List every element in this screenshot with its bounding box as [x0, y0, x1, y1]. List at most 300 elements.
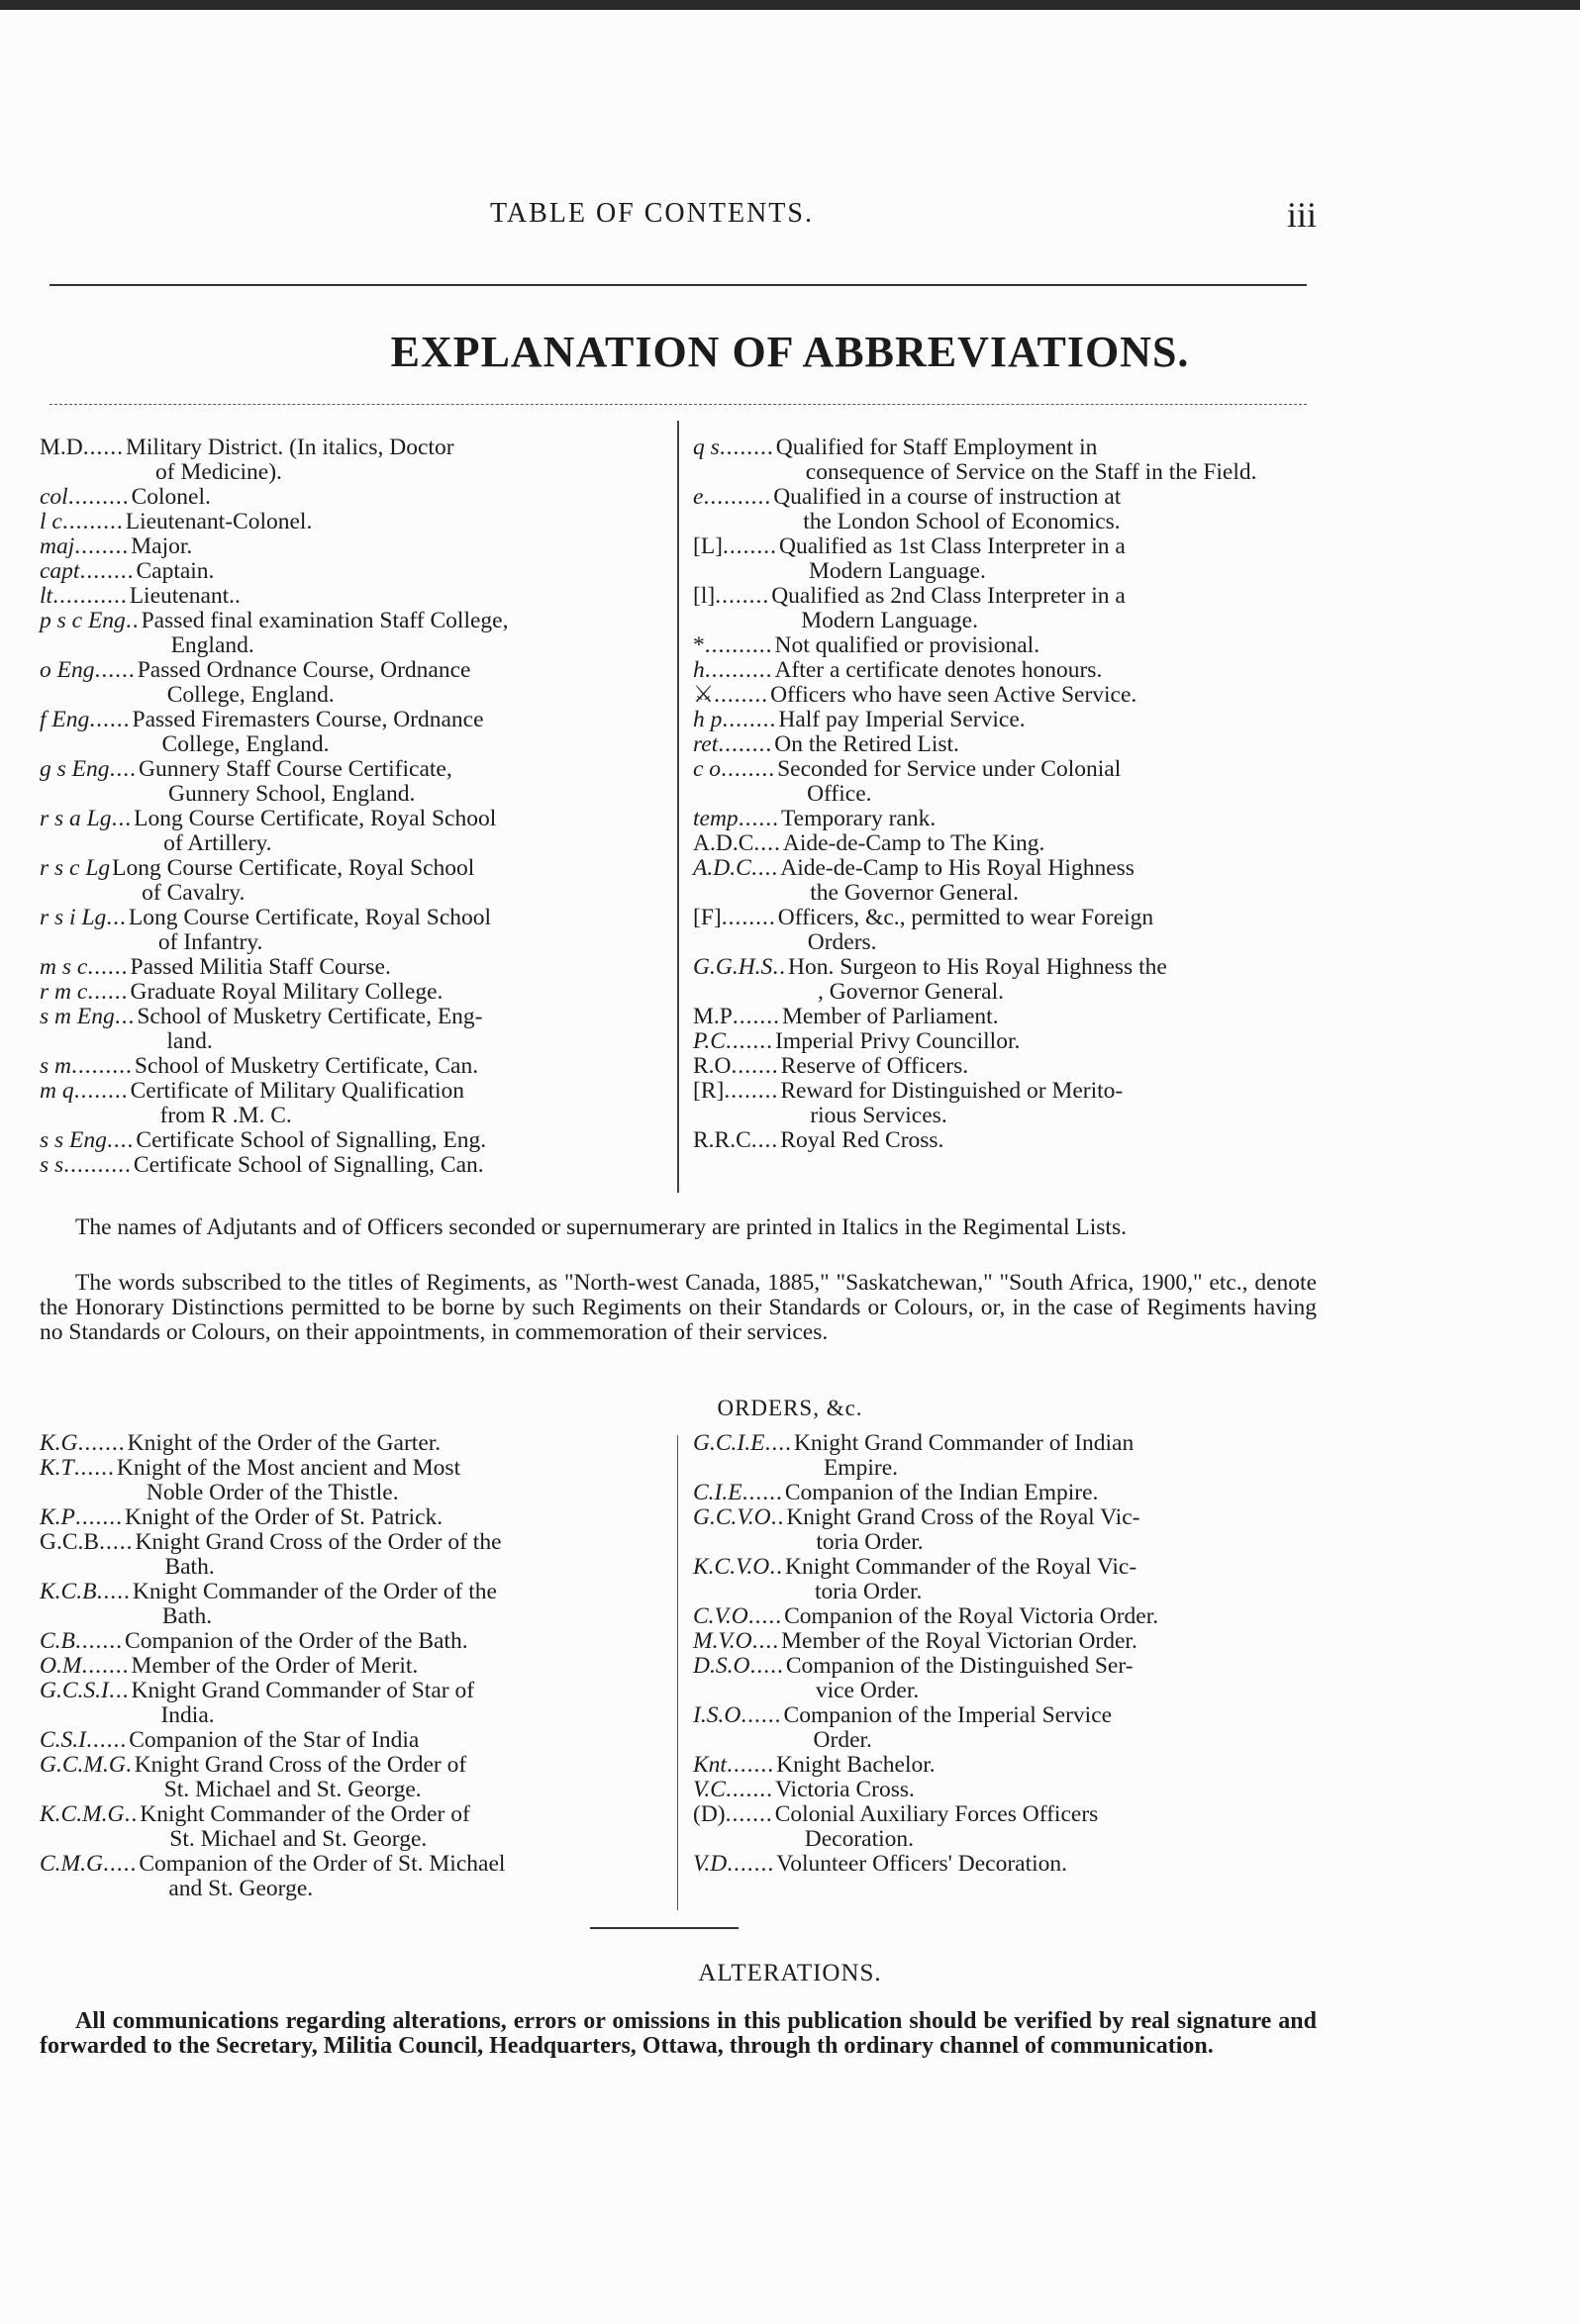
orders-right-column	[693, 1431, 1317, 1877]
definition	[779, 1054, 1317, 1079]
list-item	[40, 856, 663, 906]
definition-text: Gunnery Staff Course Certificate,	[139, 756, 452, 782]
list-item	[693, 1079, 1317, 1128]
list-item	[40, 1654, 663, 1679]
abbreviation: C.S.I	[40, 1727, 86, 1753]
definition	[776, 906, 1317, 955]
abbreviation: K.C.V.O	[693, 1554, 770, 1580]
definition-text: Qualified for Staff Employment in	[775, 435, 1098, 460]
leader-dots: ......	[87, 979, 129, 1005]
abbreviation: Knt	[693, 1752, 727, 1778]
definition-continuation: the Governor General.	[810, 880, 1020, 906]
leader-dots: ....	[106, 1127, 135, 1153]
definition-text: Knight Commander of the Order of the	[132, 1579, 497, 1604]
abbreviation: [l]	[693, 583, 716, 609]
top-border-line	[0, 0, 1580, 10]
leader-dots: .	[125, 1752, 133, 1778]
definition-text: Captain.	[136, 558, 215, 584]
definition	[784, 1654, 1317, 1703]
definition-text: Hon. Surgeon to His Royal Highness the	[788, 954, 1167, 980]
abbreviation: h	[693, 657, 705, 683]
abbreviations-left-column	[40, 436, 663, 1178]
abbreviation: C.V.O	[693, 1603, 748, 1629]
leader-dots: ........	[715, 583, 770, 609]
leader-dots: .......	[725, 1777, 773, 1802]
leader-dots: ......	[741, 1480, 783, 1505]
leader-dots: ....	[750, 1127, 779, 1153]
definition	[775, 757, 1317, 807]
list-item	[40, 534, 663, 559]
definition	[772, 732, 1317, 757]
definition	[792, 1431, 1317, 1481]
leader-dots: ..	[772, 954, 787, 980]
list-item	[40, 1153, 663, 1178]
leader-dots: .......	[74, 1628, 124, 1654]
list-item	[693, 906, 1317, 955]
definition	[131, 1580, 663, 1629]
definition-text: Officers who have seen Active Service.	[770, 682, 1137, 708]
abbreviation: f Eng	[40, 707, 90, 732]
definition-text: Lieutenant..	[129, 583, 241, 609]
list-item	[40, 757, 663, 807]
definition	[779, 1629, 1317, 1654]
definition-text: Seconded for Service under Colonial	[777, 756, 1122, 782]
list-item	[693, 1054, 1317, 1079]
abbreviation: C.I.E	[693, 1480, 742, 1505]
definition-text: Companion of the Order of St. Michael	[139, 1851, 506, 1877]
leader-dots: ....	[753, 830, 781, 856]
abbreviation: lt	[40, 583, 53, 609]
abbreviation: h p	[693, 707, 723, 732]
definition-continuation: India.	[160, 1702, 215, 1728]
abbreviation: G.C.M.G	[40, 1752, 126, 1778]
definition	[779, 807, 1317, 831]
definition	[130, 485, 663, 510]
list-item	[693, 534, 1317, 584]
leader-dots: .....	[747, 1603, 783, 1629]
definition-continuation: of Artillery.	[163, 830, 272, 856]
definition	[130, 1654, 663, 1679]
definition	[129, 534, 663, 559]
list-item	[40, 1128, 663, 1153]
leader-dots: ......	[89, 707, 131, 732]
definition	[783, 1481, 1317, 1505]
list-item	[40, 955, 663, 980]
definition-text: Knight Commander of the Royal Vic-	[785, 1554, 1137, 1580]
abbreviation: I.S.O	[693, 1702, 741, 1728]
leader-dots: ...	[111, 806, 133, 831]
definition	[129, 980, 663, 1005]
abbreviation: D.S.O	[693, 1653, 750, 1679]
list-item	[40, 708, 663, 757]
definition-text: School of Musketry Certificate, Eng-	[137, 1004, 483, 1029]
running-header: TABLE OF CONTENTS.	[490, 198, 814, 229]
abbreviation: maj	[40, 533, 75, 559]
leader-dots: ........	[714, 682, 769, 708]
abbreviation: C.M.G	[40, 1851, 103, 1877]
leader-dots: ...	[114, 1004, 136, 1029]
definition	[784, 1505, 1317, 1555]
abbreviation: G.G.H.S	[693, 954, 773, 980]
list-item	[40, 1456, 663, 1505]
orders-heading: ORDERS, &c.	[717, 1396, 863, 1420]
leader-dots: ...	[106, 905, 127, 930]
definition	[773, 1802, 1317, 1852]
page-number: iii	[1287, 195, 1318, 235]
definition	[782, 1703, 1317, 1753]
distinctions-paragraph: The words subscribed to the titles of Regiments, as "North-west Canada, 1885," "Saskatchewan," "South Africa, 1900," etc., denote the Honorary Distinctions permitted to be borne by such Regiments on their Standards or Colours, or, in the case of Regiments having no Standards or Colours, on their appointments, in commemoration of their services.	[40, 1270, 1317, 1345]
definition-text: School of Musketry Certificate, Can.	[134, 1053, 479, 1079]
definition-text: Knight Grand Commander of Indian	[793, 1430, 1135, 1456]
leader-dots: .....	[749, 1653, 784, 1679]
list-item	[40, 1580, 663, 1629]
leader-dots: ....	[751, 1628, 780, 1654]
definition-text: Knight Grand Cross of the Order of	[134, 1752, 467, 1778]
abbreviation: c o	[693, 756, 722, 782]
definition-text: Long Course Certificate, Royal School	[112, 855, 475, 881]
definition	[115, 1456, 663, 1505]
list-item	[40, 1802, 663, 1852]
definition	[123, 1629, 663, 1654]
definition-continuation: Orders.	[807, 929, 877, 955]
definition-continuation: Gunnery School, England.	[168, 781, 416, 807]
definition	[132, 807, 663, 856]
list-item	[693, 1128, 1317, 1153]
definition-continuation: St. Michael and St. George.	[163, 1777, 422, 1802]
leader-dots: ........	[79, 558, 135, 584]
definition	[110, 856, 663, 906]
definition-continuation: and St. George.	[168, 1876, 314, 1901]
definition-text: Knight Grand Cross of the Royal Vic-	[786, 1504, 1140, 1530]
list-item	[40, 559, 663, 584]
definition	[777, 534, 1317, 584]
definition	[778, 1079, 1317, 1128]
leader-dots: ........	[722, 707, 777, 732]
definition-continuation: rious Services.	[810, 1103, 947, 1128]
list-item	[693, 955, 1317, 1005]
definition-text: Long Course Certificate, Royal School	[134, 806, 497, 831]
list-item	[693, 807, 1317, 831]
abbreviation: r s c Lg	[40, 855, 111, 881]
abbreviation: G.C.I.E	[693, 1430, 765, 1456]
definition-text: Companion of the Order of the Bath.	[125, 1628, 468, 1654]
definition-text: Member of the Order of Merit.	[131, 1653, 419, 1679]
abbreviation: r m c	[40, 979, 88, 1005]
abbreviation: G.C.B	[40, 1529, 100, 1555]
list-item	[40, 1728, 663, 1753]
abbreviation: l c	[40, 509, 62, 534]
definition-text: Qualified as 1st Class Interpreter in a	[779, 533, 1126, 559]
abbreviation: K.C.B	[40, 1579, 97, 1604]
list-item	[40, 510, 663, 534]
definition-text: Victoria Cross.	[775, 1777, 915, 1802]
abbreviation: O.M	[40, 1653, 82, 1679]
list-item	[40, 1005, 663, 1054]
definition-text: Colonial Auxiliary Forces Officers	[774, 1801, 1099, 1827]
list-item	[693, 1629, 1317, 1654]
list-item	[693, 1852, 1317, 1877]
definition-text: Major.	[131, 533, 193, 559]
abbreviation: g s Eng	[40, 756, 110, 782]
list-item	[40, 485, 663, 510]
list-item	[693, 1654, 1317, 1703]
definition-text: Colonel.	[131, 484, 211, 510]
definition-text: Certificate School of Signalling, Eng.	[136, 1127, 487, 1153]
list-item	[40, 1079, 663, 1128]
definition	[773, 658, 1318, 683]
definition-continuation: , Governor General.	[818, 979, 1004, 1005]
abbreviation: [F]	[693, 905, 722, 930]
leader-dots: ........	[718, 731, 773, 757]
definition	[771, 485, 1317, 534]
abbreviation: A.D.C	[693, 855, 751, 881]
definition-text: Knight Commander of the Order of	[140, 1801, 470, 1827]
definition-continuation: Office.	[807, 781, 872, 807]
list-item	[40, 1530, 663, 1580]
list-item	[40, 1505, 663, 1530]
definition	[129, 955, 663, 980]
leader-dots: ..	[124, 1801, 139, 1827]
section-rule	[590, 1927, 739, 1929]
leader-dots: .......	[727, 1851, 775, 1877]
definition-text: On the Retired List.	[774, 731, 959, 757]
abbreviation: o Eng	[40, 657, 95, 683]
definition	[786, 955, 1317, 1005]
list-item	[693, 1481, 1317, 1505]
definition-text: Knight Grand Cross of the Order of the	[135, 1529, 502, 1555]
definition	[780, 1005, 1317, 1029]
abbreviation: s m	[40, 1053, 71, 1079]
definition	[126, 1431, 663, 1456]
definition	[778, 856, 1317, 906]
leader-dots: ....	[764, 1430, 792, 1456]
list-item	[693, 1431, 1317, 1481]
leader-dots: .......	[731, 1053, 779, 1079]
leader-dots: ....	[750, 855, 779, 881]
definition-text: Companion of the Distinguished Ser-	[785, 1653, 1134, 1679]
leader-dots: ......	[741, 1702, 782, 1728]
list-item	[40, 1679, 663, 1728]
definition	[133, 1530, 663, 1580]
definition	[129, 1679, 663, 1728]
leader-dots: ........	[723, 533, 778, 559]
definition	[133, 1753, 663, 1802]
definition	[136, 658, 663, 708]
definition-text: Member of the Royal Victorian Order.	[781, 1628, 1137, 1654]
definition-text: Passed Ordnance Course, Ordnance	[137, 657, 471, 683]
leader-dots: .......	[74, 1504, 124, 1530]
abbreviation: K.P	[40, 1504, 75, 1530]
leader-dots: ........	[73, 1078, 129, 1104]
definition-text: Companion of the Royal Victoria Order.	[784, 1603, 1159, 1629]
abbreviation: G.C.V.O	[693, 1504, 771, 1530]
definition-text: Temporary rank.	[780, 806, 937, 831]
definition-continuation: College, England.	[166, 682, 335, 708]
leader-dots: .......	[726, 1752, 775, 1778]
list-item	[40, 436, 663, 485]
abbreviation: K.T	[40, 1455, 74, 1481]
list-item	[40, 1629, 663, 1654]
list-item	[693, 856, 1317, 906]
abbreviation: R.R.C	[693, 1127, 751, 1153]
list-item	[40, 658, 663, 708]
list-item	[40, 1054, 663, 1079]
definition	[134, 559, 663, 584]
leader-dots: ..	[770, 1504, 785, 1530]
list-item	[693, 485, 1317, 534]
list-item	[693, 658, 1317, 683]
definition-text: Qualified as 2nd Class Interpreter in a	[771, 583, 1126, 609]
abbreviation: e	[693, 484, 704, 510]
leader-dots: ......	[86, 1727, 128, 1753]
definition-continuation: St. Michael and St. George.	[169, 1826, 428, 1852]
definition-text: Passed final examination Staff College,	[141, 608, 509, 633]
leader-dots: ..........	[703, 484, 772, 510]
definition-text: Officers, &c., permitted to wear Foreign	[777, 905, 1154, 930]
definition-text: Certificate School of Signalling, Can.	[133, 1152, 484, 1178]
definition-continuation: consequence of Service on the Staff in the Field.	[805, 459, 1257, 485]
abbreviation: *	[693, 632, 705, 658]
definition	[768, 683, 1317, 708]
definition-text: Reserve of Officers.	[780, 1053, 969, 1079]
definition	[124, 436, 663, 485]
abbreviation: G.C.S.I	[40, 1678, 109, 1703]
definition-text: Passed Militia Staff Course.	[130, 954, 391, 980]
abbreviation: P.C	[693, 1028, 726, 1054]
leader-dots: .......	[81, 1653, 130, 1679]
abbreviation: temp	[693, 806, 739, 831]
leader-dots: .........	[67, 484, 130, 510]
header-rule	[49, 284, 1307, 286]
leader-dots: .........	[61, 509, 124, 534]
definition-text: Military District. (In italics, Doctor	[126, 435, 454, 460]
definition	[127, 906, 663, 955]
leader-dots: .........	[71, 1053, 133, 1079]
list-item	[693, 436, 1317, 485]
definition-text: After a certificate denotes honours.	[774, 657, 1103, 683]
definition-text: Lieutenant-Colonel.	[125, 509, 313, 534]
list-item	[40, 1753, 663, 1802]
list-item	[693, 708, 1317, 732]
leader-dots: ..........	[704, 657, 773, 683]
definition-text: Half pay Imperial Service.	[778, 707, 1026, 732]
definition-text: Companion of the Imperial Service	[783, 1702, 1113, 1728]
leader-dots: ..........	[63, 1152, 132, 1178]
title-rule	[49, 404, 1307, 405]
definition	[773, 1029, 1317, 1054]
definition	[138, 1802, 663, 1852]
definition-continuation: of Cavalry.	[142, 880, 246, 906]
definition	[124, 510, 663, 534]
adjutants-paragraph: The names of Adjutants and of Officers seconded or supernumerary are printed in Italics in the Regimental Lists.	[75, 1214, 1127, 1240]
leader-dots: .......	[77, 1430, 126, 1456]
list-item	[693, 584, 1317, 633]
definition-continuation: Noble Order of the Thistle.	[146, 1480, 399, 1505]
list-item	[693, 1604, 1317, 1629]
definition-continuation: vice Order.	[815, 1678, 920, 1703]
abbreviation: ret	[693, 731, 719, 757]
definition-continuation: toria Order.	[816, 1529, 924, 1555]
leader-dots: ....	[109, 756, 137, 782]
leader-dots: .......	[732, 1004, 780, 1029]
definition	[783, 1555, 1317, 1604]
definition	[774, 1753, 1317, 1778]
orders-column-divider	[677, 1435, 678, 1910]
definition	[129, 1079, 663, 1128]
definition-text: Passed Firemasters Course, Ordnance	[132, 707, 484, 732]
list-item	[693, 757, 1317, 807]
definition-text: Knight Bachelor.	[776, 1752, 936, 1778]
abbreviation: capt	[40, 558, 80, 584]
list-item	[693, 1703, 1317, 1753]
abbreviation: M.P	[693, 1004, 733, 1029]
leader-dots: .......	[725, 1801, 773, 1827]
list-item	[40, 609, 663, 658]
definition-text: Imperial Privy Councillor.	[775, 1028, 1021, 1054]
leader-dots: ......	[94, 657, 136, 683]
abbreviation: s s	[40, 1152, 64, 1178]
abbreviation: r s a Lg	[40, 806, 112, 831]
abbreviation: m s c	[40, 954, 88, 980]
abbreviation: [R]	[693, 1078, 725, 1104]
definition	[131, 708, 663, 757]
definition	[773, 1778, 1317, 1802]
definition-text: Knight of the Order of St. Patrick.	[125, 1504, 444, 1530]
definition	[781, 831, 1317, 856]
definition-continuation: the London School of Economics.	[803, 509, 1121, 534]
abbreviation: V.C	[693, 1777, 726, 1802]
abbreviation: s s Eng	[40, 1127, 107, 1153]
abbreviation: M.D	[40, 435, 83, 460]
definition-continuation: Bath.	[164, 1554, 215, 1580]
list-item	[693, 1802, 1317, 1852]
list-item	[693, 1778, 1317, 1802]
list-item	[693, 831, 1317, 856]
definition-text: Reward for Distinguished or Merito-	[780, 1078, 1124, 1104]
abbreviation: ⚔	[693, 682, 715, 708]
leader-dots: ..	[125, 608, 140, 633]
definition-text: Royal Red Cross.	[780, 1127, 944, 1153]
definition-continuation: Bath.	[161, 1603, 213, 1629]
leader-dots: .....	[102, 1851, 138, 1877]
leader-dots: ........	[74, 533, 130, 559]
abbreviations-column-divider	[677, 421, 679, 1193]
leader-dots: ........	[721, 756, 776, 782]
abbreviation: [L]	[693, 533, 724, 559]
definition-text: Companion of the Star of India	[129, 1727, 420, 1753]
definition-continuation: toria Order.	[815, 1579, 923, 1604]
leader-dots: ........	[719, 435, 774, 460]
definition-text: Volunteer Officers' Decoration.	[776, 1851, 1068, 1877]
list-item	[693, 1753, 1317, 1778]
definition	[137, 1852, 663, 1901]
abbreviation: M.V.O	[693, 1628, 752, 1654]
definition-continuation: Order.	[813, 1727, 872, 1753]
leader-dots: ..	[769, 1554, 784, 1580]
definition	[773, 633, 1318, 658]
abbreviation: V.D	[693, 1851, 728, 1877]
definition-text: Knight Grand Commander of Star of	[131, 1678, 475, 1703]
list-item	[40, 980, 663, 1005]
definition-text: Long Course Certificate, Royal School	[128, 905, 492, 930]
list-item	[693, 1555, 1317, 1604]
leader-dots: ..........	[704, 632, 773, 658]
definition	[774, 1852, 1317, 1877]
definition-text: Member of Parliament.	[781, 1004, 999, 1029]
leader-dots: ........	[721, 905, 776, 930]
leader-dots: ......	[73, 1455, 115, 1481]
definition	[774, 436, 1317, 485]
